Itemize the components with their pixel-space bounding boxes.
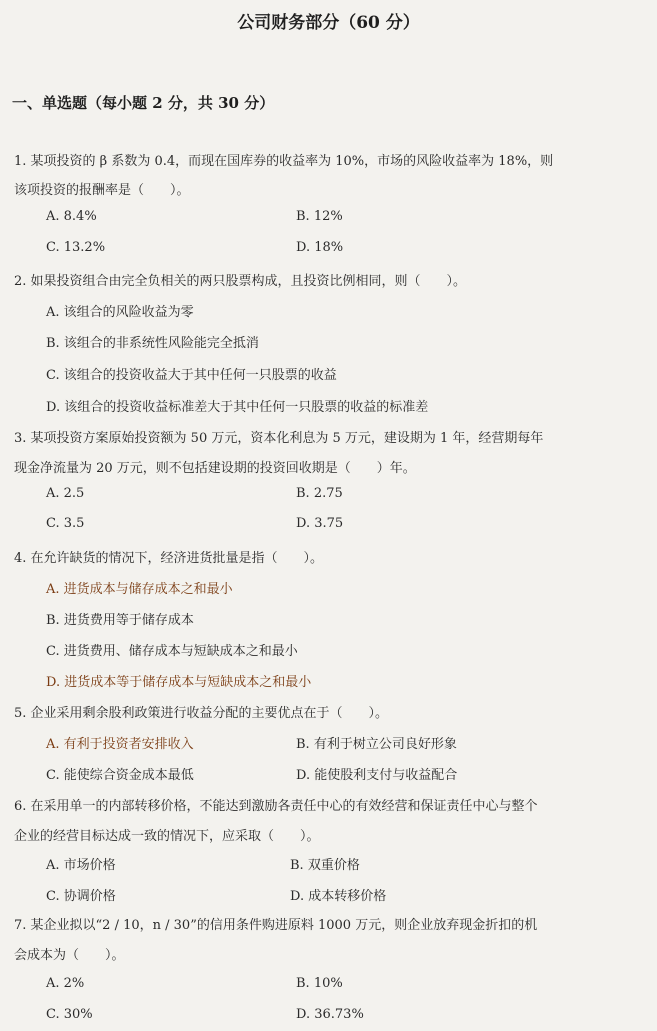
q1-option-a: A. 8.4% <box>46 209 97 224</box>
question-4-line-1: 4. 在允许缺货的情况下，经济进货批量是指（ ）。 <box>14 551 324 566</box>
q1-option-c: C. 13.2% <box>46 240 106 255</box>
question-1-line-1: 1. 某项投资的 β 系数为 0.4，而现在国库券的收益率为 10%，市场的风险收益率为 18%，则 <box>14 154 554 169</box>
q6-option-c: C. 协调价格 <box>46 889 116 904</box>
q3-option-b: B. 2.75 <box>296 486 343 501</box>
q2-option-b: B. 该组合的非系统性风险能完全抵消 <box>46 336 259 351</box>
q6-option-a: A. 市场价格 <box>46 858 116 873</box>
q4-option-c: C. 进货费用、储存成本与短缺成本之和最小 <box>46 644 298 659</box>
q6-option-b: B. 双重价格 <box>290 858 360 873</box>
q5-option-b: B. 有利于树立公司良好形象 <box>296 737 457 752</box>
q1-option-d: D. 18% <box>296 240 344 255</box>
q7-option-b: B. 10% <box>296 976 343 991</box>
q6-option-d: D. 成本转移价格 <box>290 889 387 904</box>
q3-option-c: C. 3.5 <box>46 516 85 531</box>
question-3-line-2: 现金净流量为 20 万元，则不包括建设期的投资回收期是（ ）年。 <box>14 461 416 476</box>
question-6-line-2: 企业的经营目标达成一致的情况下，应采取（ ）。 <box>14 829 320 844</box>
q4-option-a: A. 进货成本与储存成本之和最小 <box>46 582 233 597</box>
q4-option-b: B. 进货费用等于储存成本 <box>46 613 194 628</box>
question-6-line-1: 6. 在采用单一的内部转移价格，不能达到激励各责任中心的有效经营和保证责任中心与整个 <box>14 799 538 814</box>
question-7-line-2: 会成本为（ ）。 <box>14 948 125 963</box>
q3-option-a: A. 2.5 <box>46 486 85 501</box>
q2-option-d: D. 该组合的投资收益标准差大于其中任何一只股票的收益的标准差 <box>46 400 429 415</box>
q5-option-a: A. 有利于投资者安排收入 <box>46 737 194 752</box>
question-1-line-2: 该项投资的报酬率是（ ）。 <box>14 183 190 198</box>
question-7-line-1: 7. 某企业拟以“2 / 10，n / 30”的信用条件购进原料 1000 万元，则企业放弃现金折扣的机 <box>14 918 538 933</box>
q5-option-c: C. 能使综合资金成本最低 <box>46 768 194 783</box>
q5-option-d: D. 能使股利支付与收益配合 <box>296 768 458 783</box>
question-3-line-1: 3. 某项投资方案原始投资额为 50 万元，资本化利息为 5 万元，建设期为 1 年，经营期每年 <box>14 431 544 446</box>
q2-option-c: C. 该组合的投资收益大于其中任何一只股票的收益 <box>46 368 337 383</box>
q7-option-c: C. 30% <box>46 1007 93 1022</box>
q2-option-a: A. 该组合的风险收益为零 <box>46 305 194 320</box>
q3-option-d: D. 3.75 <box>296 516 344 531</box>
question-5-line-1: 5. 企业采用剩余股利政策进行收益分配的主要优点在于（ ）。 <box>14 706 389 721</box>
q4-option-d: D. 进货成本等于储存成本与短缺成本之和最小 <box>46 675 312 690</box>
question-2-line-1: 2. 如果投资组合由完全负相关的两只股票构成，且投资比例相同，则（ ）。 <box>14 274 467 289</box>
q7-option-d: D. 36.73% <box>296 1007 364 1022</box>
page-title: 公司财务部分（60 分） <box>237 13 420 33</box>
section-heading: 一、单选题（每小题 2 分，共 30 分） <box>12 94 275 112</box>
q7-option-a: A. 2% <box>46 976 85 991</box>
q1-option-b: B. 12% <box>296 209 343 224</box>
